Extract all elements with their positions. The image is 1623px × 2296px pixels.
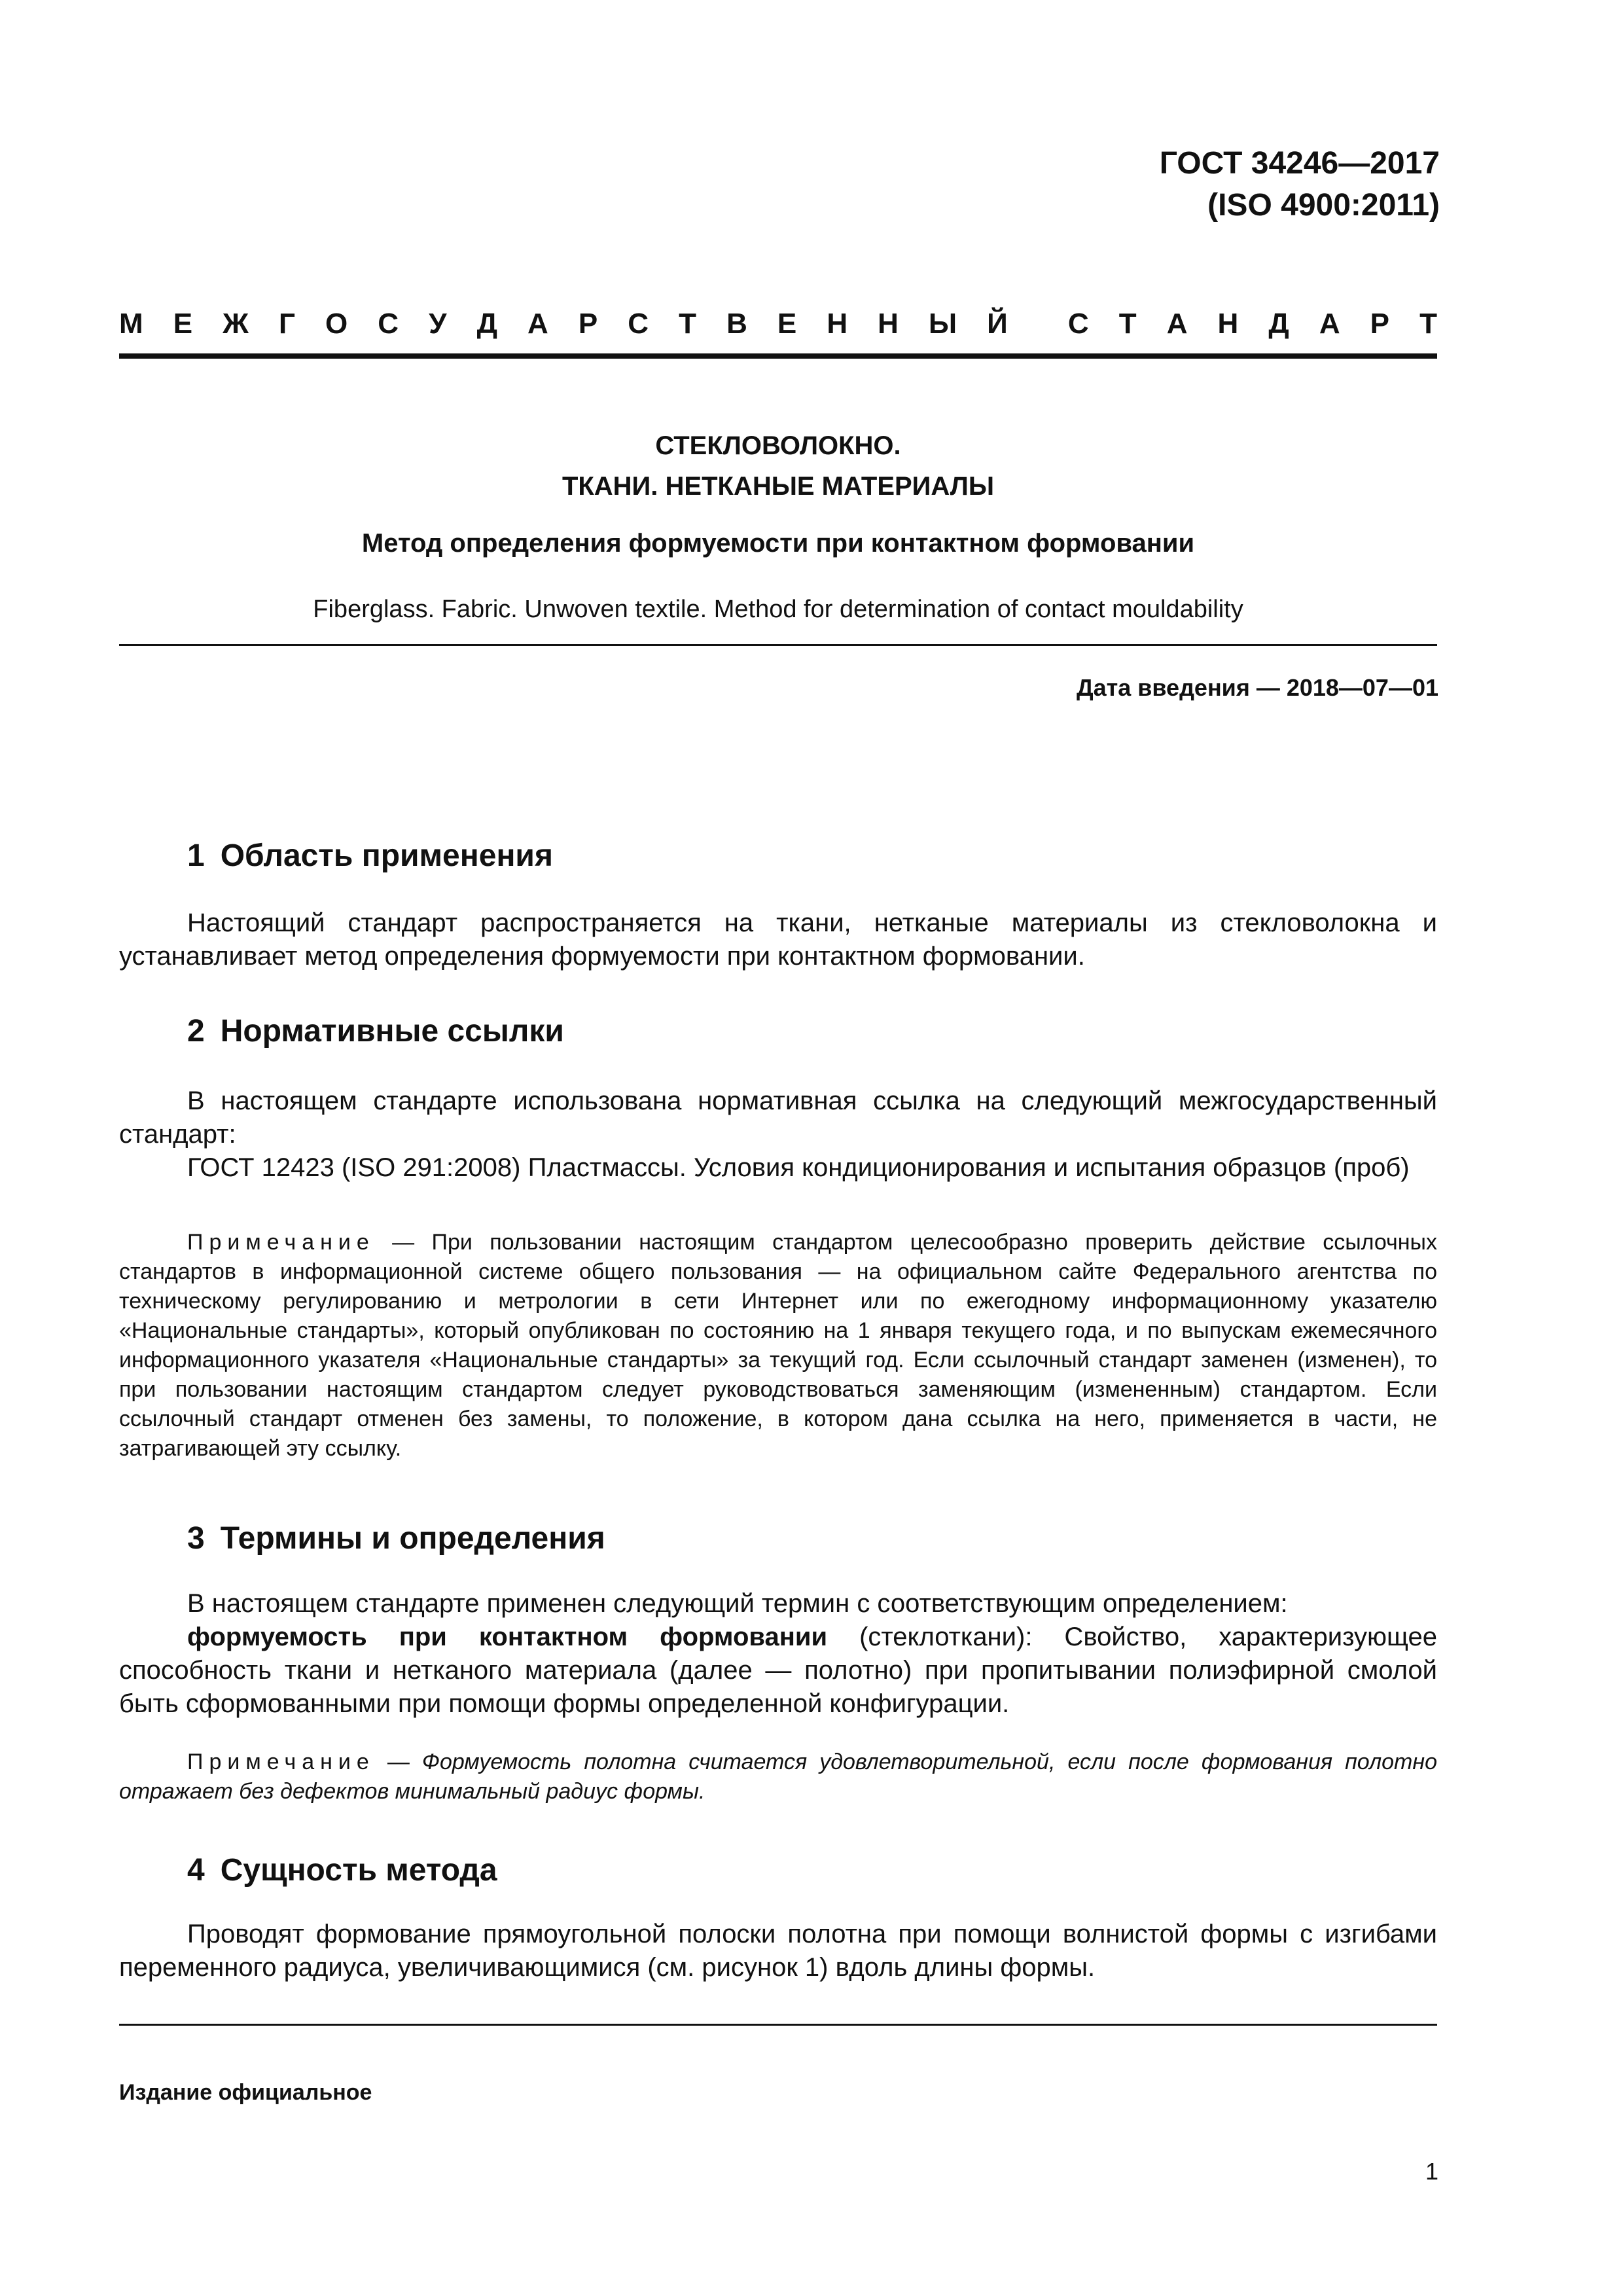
- english-title: Fiberglass. Fabric. Unwoven textile. Method for determination of contact mouldability: [313, 596, 1243, 623]
- note-label: Примечание: [187, 1749, 375, 1774]
- paragraph: Проводят формование прямоугольной полоски полотна при помощи волнистой формы с изгибами переменного радиуса, увеличивающимися (см. рисунок 1) вдоль длины формы.: [119, 1920, 1437, 1982]
- section-number: 4: [187, 1853, 205, 1888]
- reference-item: ГОСТ 12423 (ISO 291:2008) Пластмассы. Условия кондиционирования и испытания образцов (проб): [187, 1153, 1410, 1182]
- banner-letter: Р: [1370, 308, 1390, 340]
- gost-number: ГОСТ 34246—2017: [1159, 146, 1440, 181]
- section-2-body: [119, 1085, 1437, 1185]
- section-1-body: [119, 906, 1437, 973]
- banner-letter: В: [726, 308, 747, 340]
- note-text: Формуемость полотна считается удовлетворительной, если после формования полотно отражает без дефектов минимальный радиус формы.: [119, 1749, 1437, 1804]
- banner-letter: Й: [987, 308, 1008, 340]
- banner-letter: Д: [476, 308, 497, 340]
- section-heading-3: [187, 1520, 605, 1556]
- page-number: 1: [1425, 2158, 1438, 2185]
- banner-letter: Г: [278, 308, 295, 340]
- banner-letter: А: [527, 308, 548, 340]
- standard-banner: [119, 308, 1437, 340]
- section-title: Сущность метода: [220, 1853, 497, 1888]
- section-heading-1: [187, 838, 553, 874]
- section-number: 2: [187, 1014, 205, 1049]
- section-title: Термины и определения: [220, 1521, 605, 1556]
- official-edition-label: Издание официальное: [119, 2080, 372, 2105]
- section-title: Область применения: [220, 838, 553, 873]
- banner-letter: Т: [1118, 308, 1137, 340]
- banner-letter: У: [429, 308, 447, 340]
- title-line-1: СТЕКЛОВОЛОКНО.: [655, 431, 901, 460]
- section-2-note: [119, 1228, 1437, 1463]
- section-number: 3: [187, 1521, 205, 1556]
- title-rule: [119, 644, 1437, 646]
- banner-letter: С: [378, 308, 399, 340]
- document-title: [119, 425, 1437, 507]
- banner-letter: С: [1067, 308, 1089, 340]
- section-number: 1: [187, 838, 205, 873]
- paragraph: В настоящем стандарте применен следующий термин с соответствующим определением:: [187, 1589, 1288, 1618]
- document-designation: [1160, 143, 1440, 226]
- banner-letter: Е: [777, 308, 797, 340]
- section-heading-4: [187, 1852, 497, 1888]
- definition: (стеклоткани): Свойство, характеризующее способность ткани и нетканого материала (далее — полотно) при пропитывании полиэфирной смолой быть сформованными при помощи формы определенной конфигурации.: [119, 1623, 1437, 1718]
- note-paragraph: [119, 1228, 1437, 1463]
- paragraph: В настоящем стандарте использована нормативная ссылка на следующий межгосударственный стандарт:: [119, 1086, 1437, 1149]
- section-3-body: [119, 1587, 1437, 1721]
- banner-letter: А: [1166, 308, 1188, 340]
- note-dash: —: [374, 1749, 422, 1774]
- paragraph: Настоящий стандарт распространяется на ткани, нетканые материалы из стекловолокна и устанавливает метод определения формуемости при контактном формовании.: [119, 908, 1437, 971]
- title-line-2: ТКАНИ. НЕТКАНЫЕ МАТЕРИАЛЫ: [562, 472, 995, 501]
- note-label: Примечание: [187, 1230, 375, 1255]
- banner-letter: Ж: [223, 308, 249, 340]
- section-4-body: [119, 1918, 1437, 1984]
- banner-letter: Н: [878, 308, 899, 340]
- banner-letter: С: [628, 308, 649, 340]
- introduction-date: Дата введения — 2018—07—01: [1076, 674, 1438, 701]
- note-text: — При пользовании настоящим стандартом целесообразно проверить действие ссылочных стандартов в информационной системе общего пользования — на официальном сайте Федерального агентства по техническому регулированию и метрологии в сети Интернет или по ежегодному информационному указателю «Национальные стандарты», который опубликован по состоянию на 1 января текущего года, и по выпускам ежемесячного информационного указателя «Национальные стандарты» за текущий год. Если ссылочный стандарт заменен (изменен), то при пользовании настоящим стандартом следует руководствоваться заменяющим (измененным) стандартом. Если ссылочный стандарт отменен без замены, то положение, в котором дана ссылка на него, применяется в части, не затрагивающей эту ссылку.: [119, 1230, 1437, 1461]
- term-definition: [119, 1621, 1437, 1721]
- iso-number: (ISO 4900:2011): [1207, 188, 1440, 223]
- section-title: Нормативные ссылки: [220, 1014, 564, 1049]
- section-heading-2: [187, 1013, 564, 1049]
- banner-letter: М: [119, 308, 143, 340]
- banner-letter: Т: [679, 308, 696, 340]
- term: формуемость при контактном формовании: [187, 1623, 828, 1651]
- document-subtitle: Метод определения формуемости при контактном формовании: [361, 529, 1195, 558]
- banner-rule: [119, 353, 1437, 359]
- banner-letter: Н: [1217, 308, 1239, 340]
- banner-letter: Ы: [929, 308, 957, 340]
- banner-letter: Т: [1419, 308, 1437, 340]
- footer-rule: [119, 2024, 1437, 2026]
- banner-letter: Р: [578, 308, 598, 340]
- banner-letter: А: [1319, 308, 1340, 340]
- banner-letter: Д: [1268, 308, 1289, 340]
- note-paragraph: [119, 1748, 1437, 1806]
- banner-letter: О: [325, 308, 348, 340]
- banner-letter: Е: [173, 308, 193, 340]
- section-3-note: [119, 1748, 1437, 1806]
- banner-letter: Н: [827, 308, 848, 340]
